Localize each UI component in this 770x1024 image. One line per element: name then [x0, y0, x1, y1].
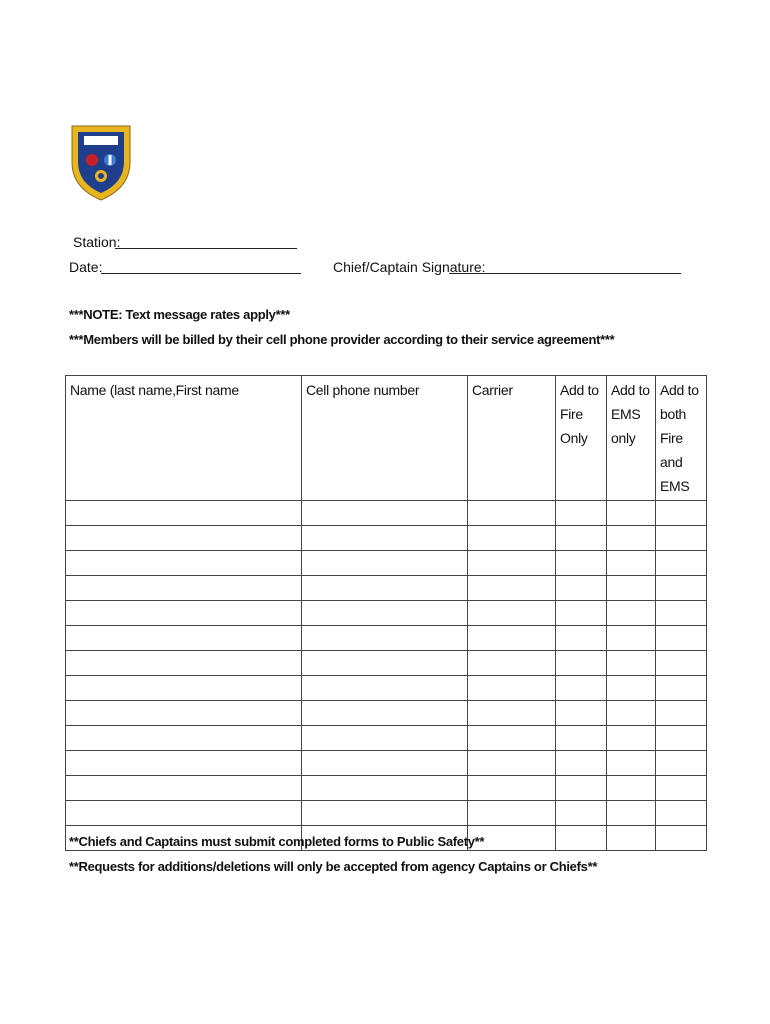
ems-only-cell[interactable] — [607, 826, 656, 851]
fire-only-cell[interactable] — [556, 751, 607, 776]
carrier-cell[interactable] — [468, 576, 556, 601]
phone-cell[interactable] — [302, 551, 468, 576]
name-cell[interactable] — [66, 526, 302, 551]
col-both-header: Add to both Fire and EMS — [656, 376, 707, 501]
table-row — [66, 651, 707, 676]
phone-cell[interactable] — [302, 526, 468, 551]
both-cell[interactable] — [656, 726, 707, 751]
carrier-cell[interactable] — [468, 501, 556, 526]
table-header-row — [66, 376, 707, 501]
carrier-cell[interactable] — [468, 751, 556, 776]
carrier-cell[interactable] — [468, 526, 556, 551]
name-cell[interactable] — [66, 576, 302, 601]
name-cell[interactable] — [66, 726, 302, 751]
date-input-line[interactable] — [101, 273, 301, 274]
ems-only-cell[interactable] — [607, 601, 656, 626]
both-cell[interactable] — [656, 801, 707, 826]
both-cell[interactable] — [656, 826, 707, 851]
fire-only-cell[interactable] — [556, 726, 607, 751]
table-row — [66, 776, 707, 801]
phone-cell[interactable] — [302, 576, 468, 601]
billing-note: ***Members will be billed by their cell phone provider according to their service agreement*** — [69, 332, 615, 347]
col-phone-header: Cell phone number — [302, 376, 468, 501]
name-cell[interactable] — [66, 551, 302, 576]
signature-input-line[interactable] — [449, 273, 681, 274]
ems-only-cell[interactable] — [607, 776, 656, 801]
fire-only-cell[interactable] — [556, 801, 607, 826]
both-cell[interactable] — [656, 776, 707, 801]
ems-only-cell[interactable] — [607, 801, 656, 826]
both-cell[interactable] — [656, 676, 707, 701]
ems-only-cell[interactable] — [607, 651, 656, 676]
name-cell[interactable] — [66, 776, 302, 801]
col-fire-only-header: Add to Fire Only — [556, 376, 607, 501]
carrier-cell[interactable] — [468, 726, 556, 751]
signature-label: Chief/Captain Signature: — [333, 259, 486, 275]
rates-note: ***NOTE: Text message rates apply*** — [69, 307, 290, 322]
fire-only-cell[interactable] — [556, 651, 607, 676]
fire-only-cell[interactable] — [556, 601, 607, 626]
ems-only-cell[interactable] — [607, 701, 656, 726]
table-row — [66, 601, 707, 626]
ems-only-cell[interactable] — [607, 576, 656, 601]
both-cell[interactable] — [656, 526, 707, 551]
fire-only-cell[interactable] — [556, 576, 607, 601]
name-cell[interactable] — [66, 601, 302, 626]
table-row — [66, 726, 707, 751]
fire-only-cell[interactable] — [556, 501, 607, 526]
col-carrier-header: Carrier — [468, 376, 556, 501]
fire-only-cell[interactable] — [556, 626, 607, 651]
submit-note: **Chiefs and Captains must submit completed forms to Public Safety** — [69, 834, 485, 849]
fire-only-cell[interactable] — [556, 676, 607, 701]
phone-cell[interactable] — [302, 651, 468, 676]
phone-cell[interactable] — [302, 601, 468, 626]
phone-cell[interactable] — [302, 751, 468, 776]
phone-cell[interactable] — [302, 701, 468, 726]
both-cell[interactable] — [656, 501, 707, 526]
fire-only-cell[interactable] — [556, 826, 607, 851]
ems-only-cell[interactable] — [607, 551, 656, 576]
station-label: Station: — [73, 234, 121, 250]
name-cell[interactable] — [66, 751, 302, 776]
ems-only-cell[interactable] — [607, 501, 656, 526]
fire-only-cell[interactable] — [556, 776, 607, 801]
carrier-cell[interactable] — [468, 601, 556, 626]
both-cell[interactable] — [656, 701, 707, 726]
ems-only-cell[interactable] — [607, 726, 656, 751]
fire-only-cell[interactable] — [556, 701, 607, 726]
table-body — [66, 501, 707, 851]
carrier-cell[interactable] — [468, 676, 556, 701]
name-cell[interactable] — [66, 651, 302, 676]
name-cell[interactable] — [66, 501, 302, 526]
table-row — [66, 626, 707, 651]
table-row — [66, 801, 707, 826]
requests-note: **Requests for additions/deletions will only be accepted from agency Captains or Chiefs** — [69, 859, 598, 874]
col-name-header: Name (last name,First name — [66, 376, 302, 501]
both-cell[interactable] — [656, 626, 707, 651]
table-row — [66, 751, 707, 776]
fire-only-cell[interactable] — [556, 526, 607, 551]
ems-only-cell[interactable] — [607, 626, 656, 651]
both-cell[interactable] — [656, 601, 707, 626]
col-ems-only-header: Add to EMS only — [607, 376, 656, 501]
name-cell[interactable] — [66, 626, 302, 651]
carrier-cell[interactable] — [468, 801, 556, 826]
phone-cell[interactable] — [302, 676, 468, 701]
phone-cell[interactable] — [302, 501, 468, 526]
ems-only-cell[interactable] — [607, 526, 656, 551]
phone-cell[interactable] — [302, 776, 468, 801]
fire-rescue-badge-icon — [70, 122, 132, 202]
table-row — [66, 676, 707, 701]
both-cell[interactable] — [656, 551, 707, 576]
phone-cell[interactable] — [302, 726, 468, 751]
table-row — [66, 526, 707, 551]
table-row — [66, 501, 707, 526]
carrier-cell[interactable] — [468, 626, 556, 651]
member-list-table — [65, 375, 707, 851]
table-row — [66, 551, 707, 576]
name-cell[interactable] — [66, 676, 302, 701]
ems-only-cell[interactable] — [607, 751, 656, 776]
table-row — [66, 576, 707, 601]
both-cell[interactable] — [656, 751, 707, 776]
table-row — [66, 701, 707, 726]
both-cell[interactable] — [656, 651, 707, 676]
ems-only-cell[interactable] — [607, 676, 656, 701]
phone-cell[interactable] — [302, 626, 468, 651]
carrier-cell[interactable] — [468, 651, 556, 676]
name-cell[interactable] — [66, 701, 302, 726]
station-input-line[interactable] — [115, 248, 297, 249]
carrier-cell[interactable] — [468, 701, 556, 726]
fire-only-cell[interactable] — [556, 551, 607, 576]
phone-cell[interactable] — [302, 801, 468, 826]
name-cell[interactable] — [66, 801, 302, 826]
carrier-cell[interactable] — [468, 551, 556, 576]
both-cell[interactable] — [656, 576, 707, 601]
carrier-cell[interactable] — [468, 776, 556, 801]
date-label: Date: — [69, 259, 103, 275]
